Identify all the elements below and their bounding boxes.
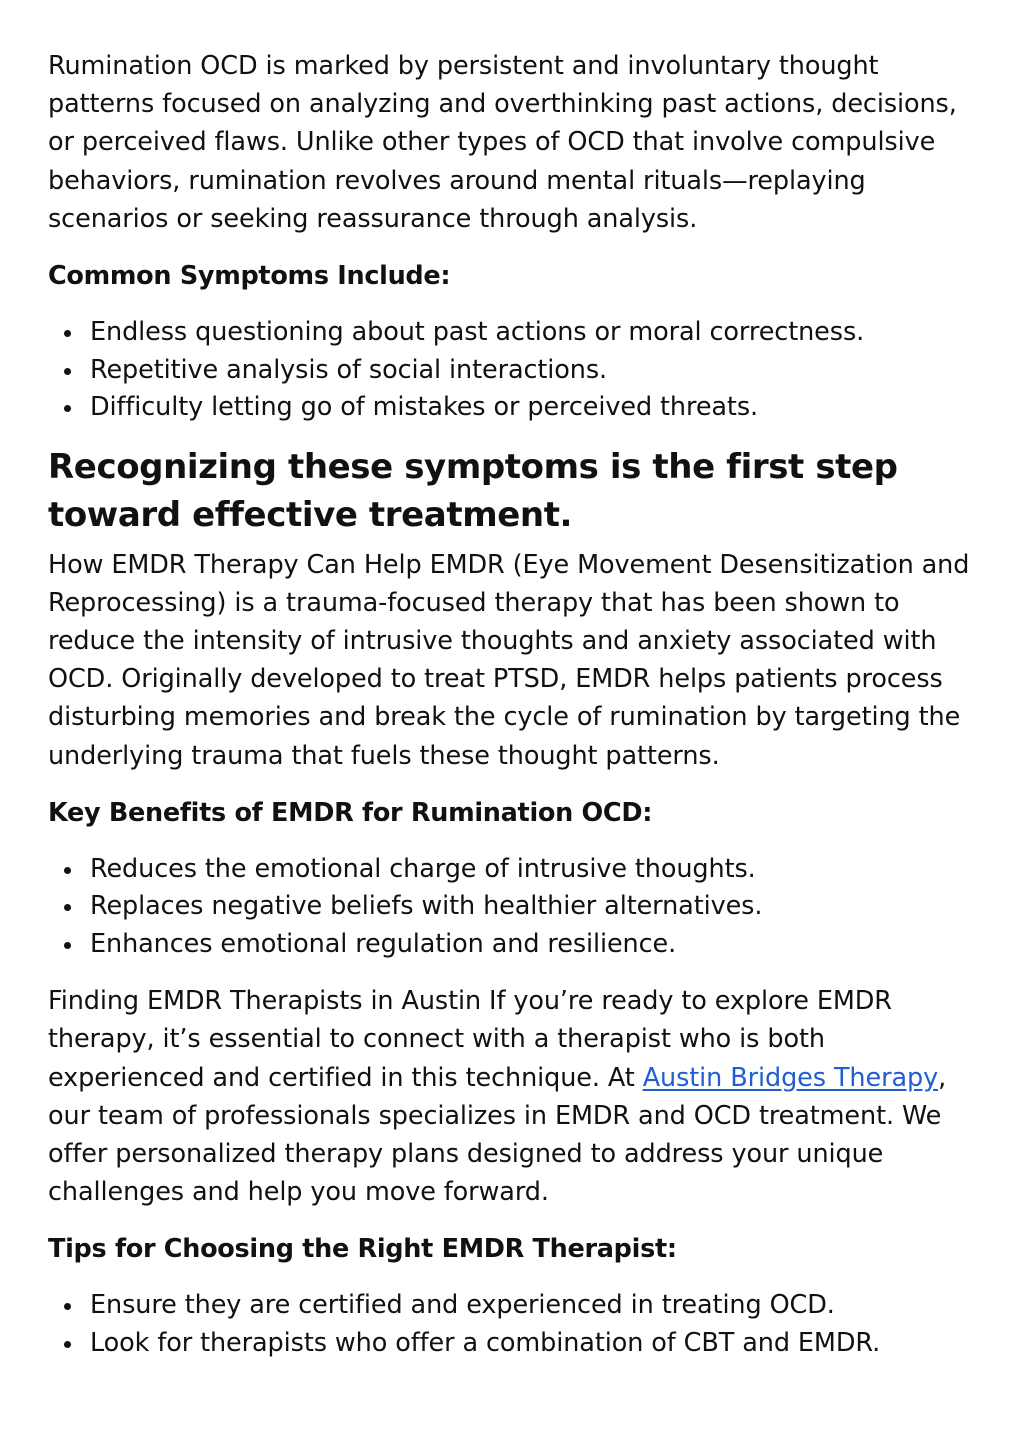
list-item: Reduces the emotional charge of intrusive thoughts.: [48, 851, 984, 889]
list-item: Ensure they are certified and experienced in treating OCD.: [48, 1287, 984, 1325]
finding-text-before: Finding EMDR Therapists in Austin If you’re ready to explore EMDR therapy, it’s essential to connect with a therapist who is both experienced and certified in this technique. At: [48, 986, 892, 1093]
symptoms-list: [48, 314, 984, 427]
list-item: Enhances emotional regulation and resilience.: [48, 926, 984, 964]
list-item: Replaces negative beliefs with healthier alternatives.: [48, 888, 984, 926]
finding-paragraph: [48, 982, 984, 1211]
emdr-paragraph: How EMDR Therapy Can Help EMDR (Eye Movement Desensitization and Reprocessing) is a trauma-focused therapy that has been shown to reduce the intensity of intrusive thoughts and anxiety associated with OCD. Originally developed to treat PTSD, EMDR helps patients process disturbing memories and break the cycle of rumination by targeting the underlying trauma that fuels these thought patterns.: [48, 549, 970, 771]
benefits-list: [48, 851, 984, 964]
tips-list: [48, 1287, 984, 1362]
list-item: Repetitive analysis of social interactions.: [48, 352, 984, 390]
list-item: Endless questioning about past actions or moral correctness.: [48, 314, 984, 352]
symptoms-heading: Common Symptoms Include:: [48, 261, 451, 292]
list-item: Difficulty letting go of mistakes or perceived threats.: [48, 389, 984, 427]
tips-heading: Tips for Choosing the Right EMDR Therapist:: [48, 1234, 677, 1265]
austin-bridges-therapy-link[interactable]: Austin Bridges Therapy: [642, 1062, 939, 1093]
benefits-heading: Key Benefits of EMDR for Rumination OCD:: [48, 797, 653, 828]
intro-paragraph: Rumination OCD is marked by persistent and involuntary thought patterns focused on analyzing and overthinking past actions, decisions, or perceived flaws. Unlike other types of OCD that involve compulsive behaviors, rumination revolves around mental rituals—replaying scenarios or seeking reassurance through analysis.: [48, 51, 957, 234]
finding-text-after: , our team of professionals specializes in EMDR and OCD treatment. We offer personalized therapy plans designed to address your unique challenges and help you move forward.: [48, 1062, 947, 1208]
list-item: Look for therapists who offer a combination of CBT and EMDR.: [48, 1325, 984, 1363]
recognize-heading: Recognizing these symptoms is the first step toward effective treatment.: [48, 446, 898, 535]
